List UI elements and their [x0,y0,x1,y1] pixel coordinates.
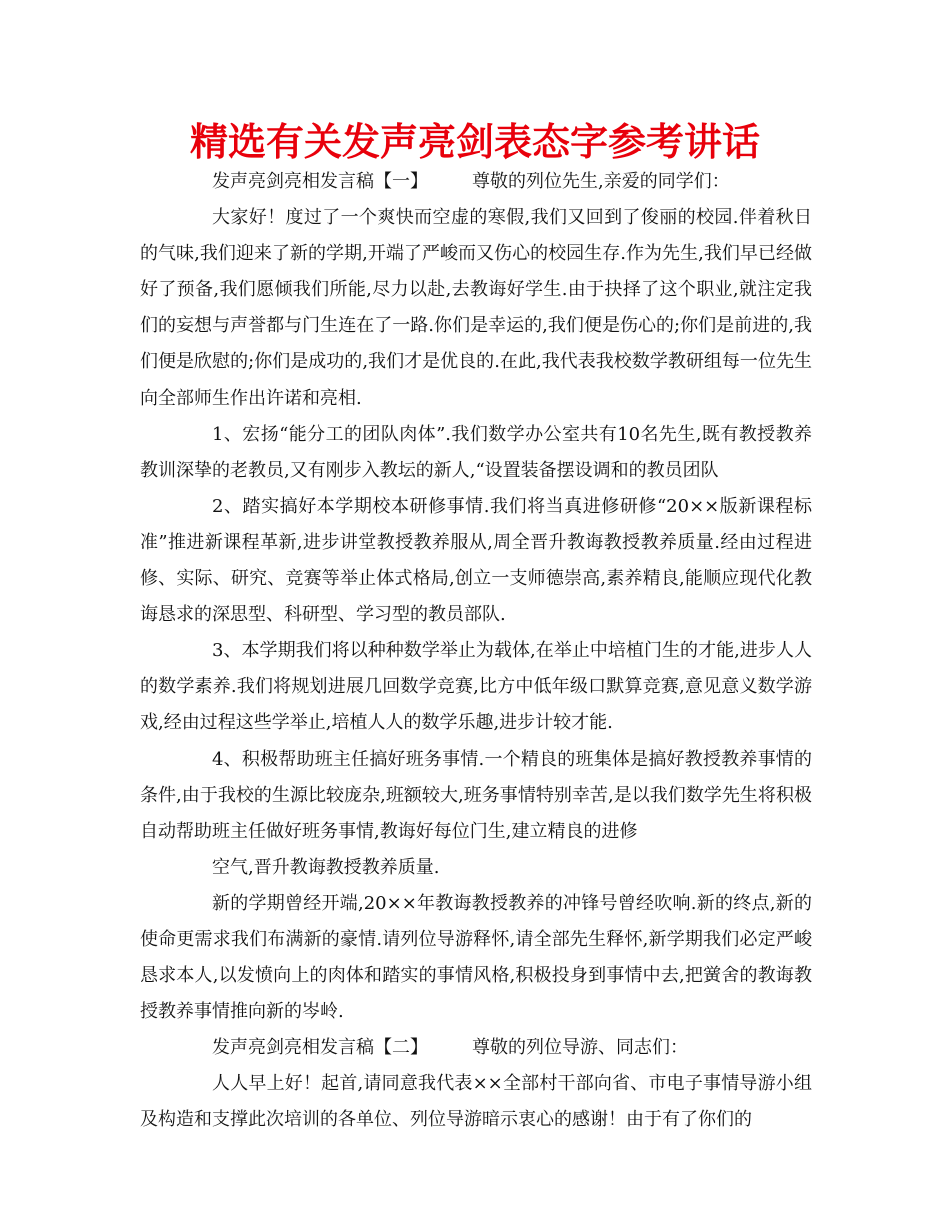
paragraph: 1、宏扬“能分工的团队肉体”.我们数学办公室共有10名先生,既有教授教养教训深挚的老教员,又有刚步入教坛的新人,“设置装备摆设调和的教员团队 [140,423,812,481]
paragraph: 人人早上好！起首,请同意我代表××全部村干部向省、市电子事情导游小组及构造和支撑此次培训的各单位、列位导游暗示衷心的感谢！由于有了你们的 [140,1073,812,1131]
paragraph: 空气,晋升教诲教授教养质量. [212,856,440,878]
document-title: 精选有关发声亮剑表态字参考讲话 [189,120,760,164]
paragraph: 4、积极帮助班主任搞好班务事情.一个精良的班集体是搞好教授教养事情的条件,由于我校的生源比较庞杂,班额较大,班务事情特别幸苦,是以我们数学先生将积极自动帮助班主任做好班务事情,教诲好每位门生,建立精良的进修 [140,748,812,842]
section-heading: 发声亮剑亮相发言稿【二】 [212,1037,428,1059]
paragraph: 2、踏实搞好本学期校本研修事情.我们将当真进修研修“20××版新课程标准”推进新课程革新,进步讲堂教授教养服从,周全晋升教诲教授教养质量.经由过程进修、实际、研究、竞赛等举止体式格局,创立一支师德崇高,素养精良,能顺应现代化教诲恳求的深思型、科研型、学习型的教员部队. [140,495,812,626]
document-body [140,164,812,1139]
paragraph: 新的学期曾经开端,20××年教诲教授教养的冲锋号曾经吹响.新的终点,新的使命更需求我们布满新的豪情.请列位导游释怀,请全部先生释怀,新学期我们必定严峻恳求本人,以发愤向上的肉体和踏实的事情风格,积极投身到事情中去,把黉舍的教诲教授教养事情推向新的岑岭. [140,892,812,1023]
section-heading: 发声亮剑亮相发言稿【一】 [212,171,428,192]
paragraph: 大家好！度过了一个爽快而空虚的寒假,我们又回到了俊丽的校园.伴着秋日的气味,我们迎来了新的学期,开端了严峻而又伤心的校园生存.作为先生,我们早已经做好了预备,我们愿倾我们所能,尽力以赴,去教诲好学生.由于抉择了这个职业,就注定我们的妄想与声誉都与门生连在了一路.你们是幸运的,我们便是伤心的;你们是前进的,我们便是欣慰的;你们是成功的,我们才是优良的.在此,我代表我校数学教研组每一位先生向全部师生作出许诺和亮相. [140,207,812,409]
salutation: 尊敬的列位导游、同志们： [472,1037,688,1059]
paragraph: 3、本学期我们将以种种数学举止为载体,在举止中培植门生的才能,进步人人的数学素养.我们将规划进展几回数学竞赛,比方中低年级口默算竞赛,意见意义数学游戏,经由过程这些学举止,培植人人的数学乐趣,进步计较才能. [140,640,812,734]
paragraph-heading-2 [140,1030,812,1066]
salutation: 尊敬的列位先生,亲爱的同学们： [472,171,730,192]
paragraph-heading-1 [140,164,812,200]
